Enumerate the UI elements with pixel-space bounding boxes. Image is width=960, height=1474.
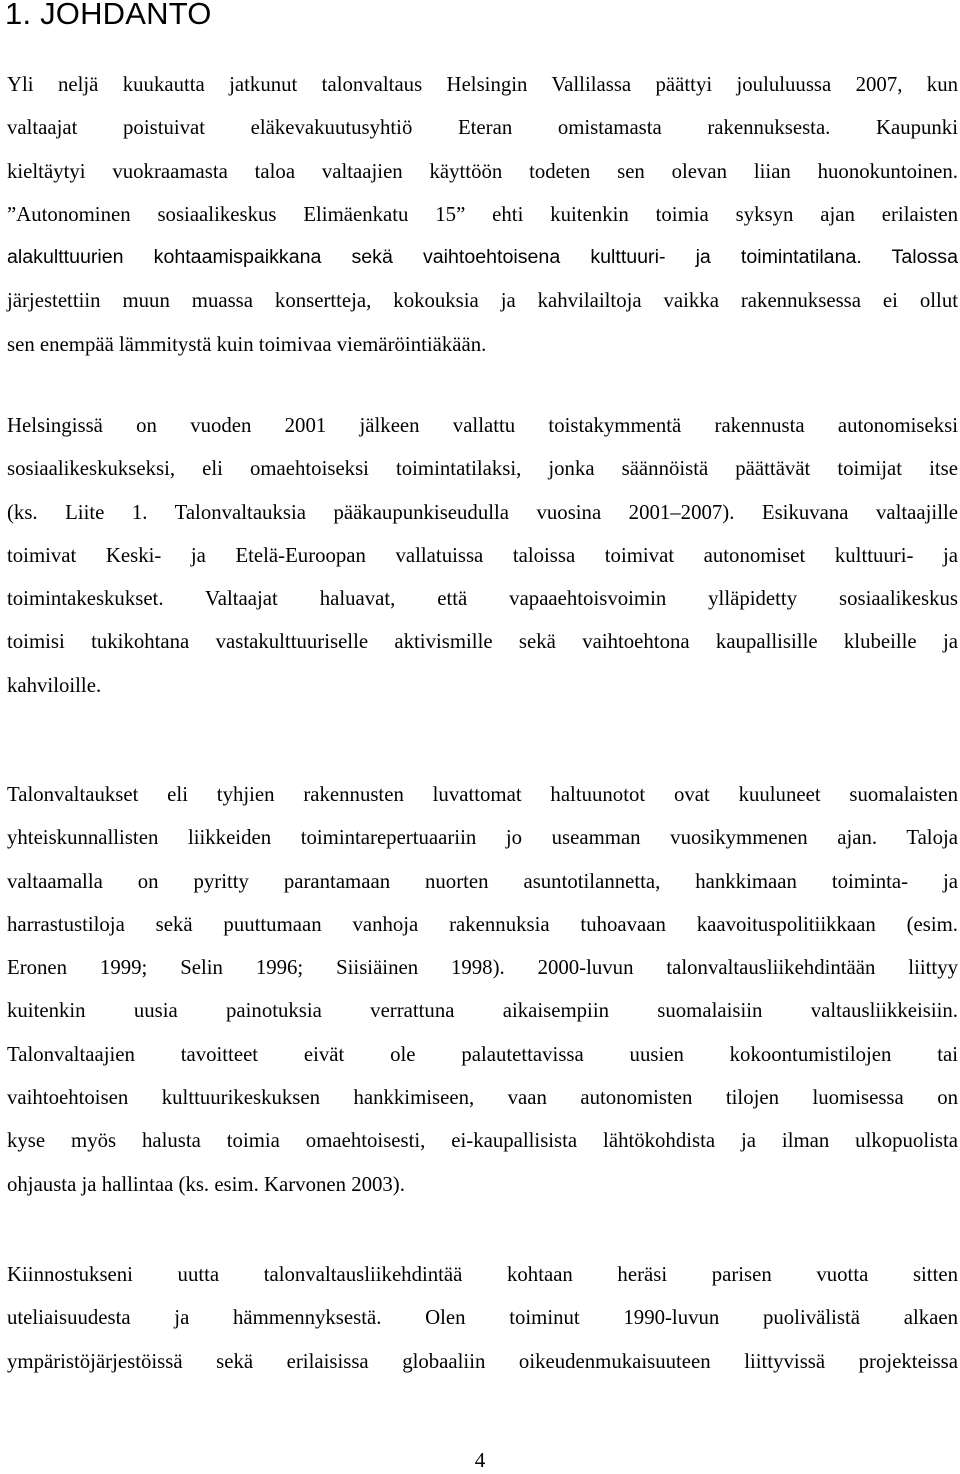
paragraph-line: sosiaalikeskukseksi, eli omaehtoiseksi toimintatilaksi, jonka säännöistä päättävät toimijat itse — [7, 457, 958, 481]
paragraph-line: yhteiskunnallisten liikkeiden toimintarepertuaariin jo useamman vuosikymmenen ajan. Taloja — [7, 826, 958, 850]
paragraph-line: kyse myös halusta toimia omaehtoisesti, ei-kaupallisista lähtökohdista ja ilman ulkopuolista — [7, 1129, 958, 1153]
paragraph-1 — [7, 63, 958, 366]
paragraph-line: Eronen 1999; Selin 1996; Siisiäinen 1998). 2000-luvun talonvaltausliikehdintään liittyy — [7, 956, 958, 980]
paragraph-line: (ks. Liite 1. Talonvaltauksia pääkaupunkiseudulla vuosina 2001–2007). Esikuvana valtaajille — [7, 500, 958, 524]
paragraph-line: toimivat Keski- ja Etelä-Euroopan vallatuissa taloissa toimivat autonomiset kulttuuri- ja — [7, 543, 958, 567]
paragraph-line: kieltäytyi vuokraamasta taloa valtaajien käyttöön todeten sen olevan liian huonokuntoinen. — [7, 159, 958, 183]
paragraph-2 — [7, 404, 958, 707]
paragraph-line: Yli neljä kuukautta jatkunut talonvaltaus Helsingin Vallilassa päättyi joululuussa 2007, kun — [7, 73, 958, 96]
paragraph-line: harrastustiloja sekä puuttumaan vanhoja rakennuksia tuhoavaan kaavoituspolitiikkaan (esim. — [7, 912, 958, 936]
paragraph-line: toimintakeskukset. Valtaajat haluavat, että vapaaehtoisvoimin ylläpidetty sosiaalikeskus — [7, 587, 958, 611]
paragraph-4 — [7, 1253, 958, 1383]
paragraph-line: uteliaisuudesta ja hämmennyksestä. Olen toiminut 1990-luvun puolivälistä alkaen — [7, 1306, 958, 1330]
paragraph-line: toimisi tukikohtana vastakulttuuriselle aktivismille sekä vaihtoehtona kaupallisille klubeille ja — [7, 630, 958, 654]
paragraph-line: vaihtoehtoisen kulttuurikeskuksen hankkimiseen, vaan autonomisten tilojen luomisessa on — [7, 1086, 958, 1110]
paragraph-line: Talonvaltaukset eli tyhjien rakennusten luvattomat haltuunotot ovat kuuluneet suomalaisten — [7, 783, 958, 806]
paragraph-3 — [7, 773, 958, 1206]
paragraph-line: alakulttuurien kohtaamispaikkana sekä vaihtoehtoisena kulttuuri- ja toimintatilana. Talossa — [7, 246, 958, 269]
paragraph-line: valtaajat poistuivat eläkevakuutusyhtiö Eteran omistamasta rakennuksesta. Kaupunki — [7, 116, 958, 140]
paragraph-line: valtaamalla on pyritty parantamaan nuorten asuntotilannetta, hankkimaan toiminta- ja — [7, 869, 958, 893]
chapter-heading: 1. JOHDANTO — [5, 0, 212, 31]
paragraph-line: kahviloille. — [7, 673, 102, 697]
paragraph-line: Talonvaltaajien tavoitteet eivät ole palautettavissa uusien kokoontumistilojen tai — [7, 1042, 958, 1066]
paragraph-line: Helsingissä on vuoden 2001 jälkeen vallattu toistakymmentä rakennusta autonomiseksi — [7, 414, 958, 437]
paragraph-line: Kiinnostukseni uutta talonvaltausliikehdintää kohtaan heräsi parisen vuotta sitten — [7, 1263, 958, 1286]
paragraph-line: ”Autonominen sosiaalikeskus Elimäenkatu 15” ehti kuitenkin toimia syksyn ajan erilaisten — [7, 202, 958, 226]
paragraph-line: ympäristöjärjestöissä sekä erilaisissa globaaliin oikeudenmukaisuuteen liittyvissä projekteissa — [7, 1349, 958, 1373]
paragraph-line: sen enempää lämmitystä kuin toimivaa viemäröintiäkään. — [7, 332, 487, 356]
paragraph-line: kuitenkin uusia painotuksia verrattuna aikaisempiin suomalaisiin valtausliikkeisiin. — [7, 999, 958, 1023]
paragraph-line: järjestettiin muun muassa konsertteja, kokouksia ja kahvilailtoja vaikka rakennuksessa ei ollut — [7, 289, 958, 313]
paragraph-line: ohjausta ja hallintaa (ks. esim. Karvonen 2003). — [7, 1172, 405, 1196]
page-number: 4 — [474, 1448, 486, 1472]
